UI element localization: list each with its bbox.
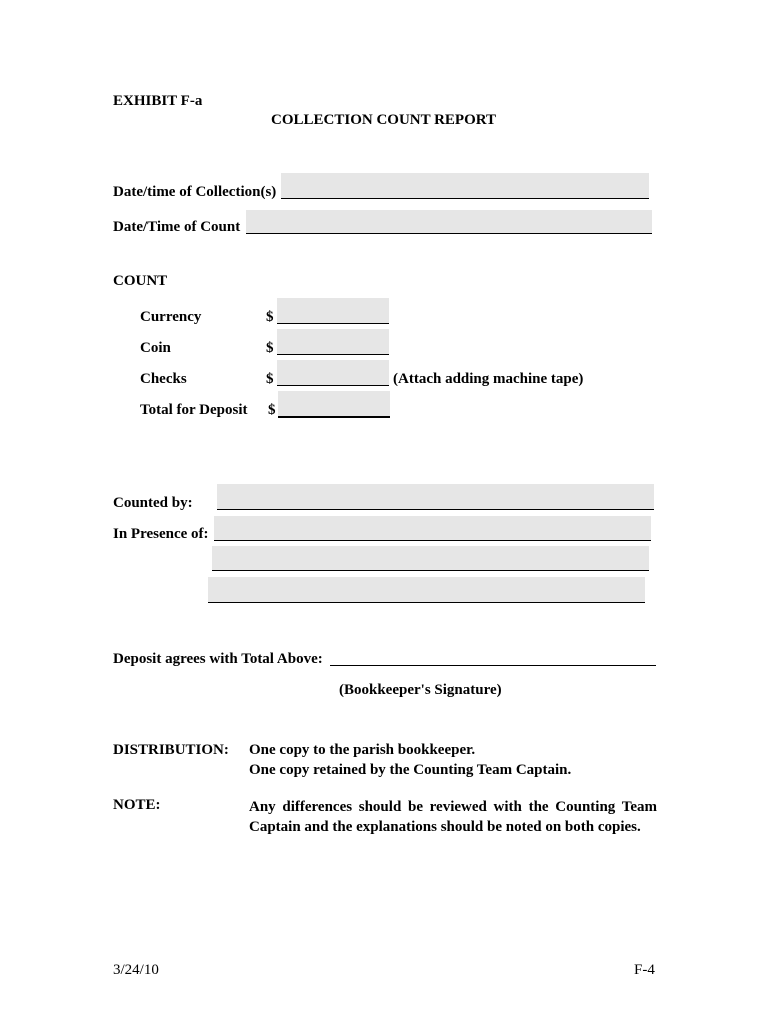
counted-by-label: Counted by: [113,495,193,511]
page-title: COLLECTION COUNT REPORT [271,112,497,128]
total-amount-input[interactable] [278,391,390,418]
count-datetime-input[interactable] [246,210,652,234]
checks-label: Checks [140,371,187,387]
distribution-label: DISTRIBUTION: [113,742,229,758]
note-text: Any differences should be reviewed with the Counting Team Captain and the explanations should be noted on both copies. [249,799,657,835]
bookkeeper-signature-caption: (Bookkeeper's Signature) [339,682,502,698]
coin-amount-input[interactable] [277,329,389,355]
note-label: NOTE: [113,797,161,813]
count-datetime-label: Date/Time of Count [113,219,241,235]
distribution-line-2: One copy retained by the Counting Team Captain. [249,762,572,778]
checks-dollar-sign: $ [266,371,274,387]
in-presence-input-1[interactable] [214,516,651,541]
coin-label: Coin [140,340,171,356]
count-heading: COUNT [113,273,168,289]
collection-datetime-input[interactable] [281,173,649,199]
collection-datetime-label: Date/time of Collection(s) [113,184,277,200]
checks-amount-input[interactable] [277,360,389,386]
total-label: Total for Deposit [140,402,248,418]
currency-amount-input[interactable] [277,298,389,324]
bookkeeper-signature-input[interactable] [330,645,656,666]
currency-label: Currency [140,309,202,325]
in-presence-input-3[interactable] [208,577,645,603]
footer-date: 3/24/10 [113,962,159,978]
total-dollar-sign: $ [268,402,276,418]
exhibit-label: EXHIBIT F-a [113,93,203,109]
checks-note: (Attach adding machine tape) [393,371,584,387]
distribution-line-1: One copy to the parish bookkeeper. [249,742,476,758]
deposit-agrees-label: Deposit agrees with Total Above: [113,651,323,667]
in-presence-input-2[interactable] [212,546,649,571]
in-presence-label: In Presence of: [113,526,209,542]
counted-by-input[interactable] [217,484,654,510]
footer-page-number: F-4 [634,962,655,978]
currency-dollar-sign: $ [266,309,274,325]
coin-dollar-sign: $ [266,340,274,356]
